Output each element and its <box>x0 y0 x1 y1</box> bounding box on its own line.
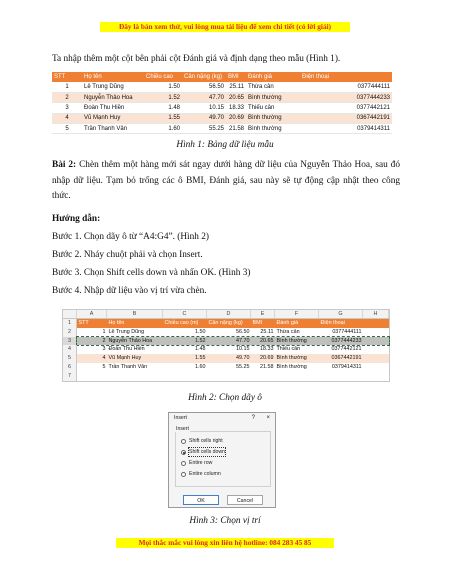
figure-1-caption: Hình 1: Bảng dữ liệu mẫu <box>176 140 274 150</box>
help-icon[interactable]: ? <box>251 415 255 421</box>
sheet-cell[interactable]: 1.60 <box>195 363 206 370</box>
column-header-b[interactable]: B <box>107 310 163 318</box>
sheet-cell[interactable]: Trần Thanh Vân <box>108 363 148 370</box>
table-row <box>52 103 392 113</box>
column-header-bar <box>63 310 389 319</box>
table-cell: 5 <box>52 124 82 134</box>
sheet-cell[interactable]: 0367442191 <box>331 355 362 362</box>
sheet-cell[interactable]: 1.50 <box>195 328 206 335</box>
option-label: Entire column <box>189 471 221 477</box>
table-cell: 3 <box>52 103 82 113</box>
table-cell: 49.70 <box>182 113 226 123</box>
col-header: Cân nặng (kg) <box>182 72 226 82</box>
sheet-cell[interactable]: STT <box>78 320 89 326</box>
table-cell: Trần Thanh Vân <box>82 124 144 134</box>
table-cell: Vũ Mạnh Huy <box>82 113 144 123</box>
figure-3-caption: Hình 3: Chọn vị trí <box>189 516 261 526</box>
table-cell: 0377444111 <box>300 82 392 92</box>
sheet-row <box>63 328 389 337</box>
exercise-2-label: Bài 2: <box>52 160 77 170</box>
table-cell: 56.50 <box>182 82 226 92</box>
table-cell: Thừa cân <box>246 82 300 92</box>
sheet-cell[interactable]: 0379414311 <box>331 363 362 370</box>
sheet-row <box>63 372 389 381</box>
col-header: Đánh giá <box>246 72 300 82</box>
col-header: Chiều cao <box>144 72 182 82</box>
sheet-cell[interactable]: 1.48 <box>195 346 206 353</box>
group-label: Insert <box>176 426 189 432</box>
column-header-d[interactable]: D <box>207 310 251 318</box>
radio-button[interactable] <box>181 461 186 466</box>
sheet-cell[interactable]: 18.33 <box>260 346 274 353</box>
sheet-cell[interactable]: 20.69 <box>260 355 274 362</box>
table-cell: 18.33 <box>226 103 246 113</box>
sheet-row <box>63 319 389 328</box>
sheet-cell[interactable]: Nguyễn Thảo Hoa <box>108 337 153 344</box>
column-header-h[interactable]: H <box>363 310 389 318</box>
column-header-g[interactable]: G <box>319 310 363 318</box>
row-number[interactable]: 1 <box>63 319 77 328</box>
row-number[interactable]: 3 <box>63 337 77 346</box>
row-number[interactable]: 4 <box>63 345 77 354</box>
insert-dialog <box>168 412 276 508</box>
table-cell: 1.55 <box>144 113 182 123</box>
sheet-cell[interactable]: 49.70 <box>236 355 250 362</box>
option-entire-row[interactable] <box>181 459 212 467</box>
sheet-cell[interactable]: 1.55 <box>195 355 206 362</box>
table-row <box>52 113 392 123</box>
step-2: Bước 2. Nháy chuột phải và chọn Insert. <box>52 250 203 260</box>
sheet-cell[interactable]: 1.52 <box>195 337 206 344</box>
sheet-cell[interactable]: Đoàn Thu Hiền <box>108 346 145 353</box>
sheet-row <box>63 363 389 372</box>
radio-button[interactable] <box>181 439 186 444</box>
sheet-cell[interactable]: 25.11 <box>260 328 274 335</box>
col-header: Họ tên <box>82 72 144 82</box>
table-row <box>52 124 392 134</box>
dialog-title: Insert <box>174 415 187 421</box>
ok-button[interactable]: OK <box>183 495 219 505</box>
table-cell: 55.25 <box>182 124 226 134</box>
sheet-cell[interactable]: 3 <box>102 346 106 353</box>
sheet-cell[interactable]: 2 <box>102 337 106 344</box>
table-cell: 0377444233 <box>300 92 392 102</box>
option-label: Shift cells right <box>189 438 223 444</box>
sheet-cell[interactable]: 21.58 <box>260 363 274 370</box>
option-shift-cells-down[interactable] <box>181 448 225 456</box>
sheet-cell[interactable]: Thiếu cân <box>276 346 301 353</box>
sheet-row <box>63 345 389 354</box>
table-cell: 0379414311 <box>300 124 392 134</box>
col-header: BMI <box>226 72 246 82</box>
sheet-cell[interactable]: BMI <box>252 320 263 326</box>
cancel-button[interactable]: Cancel <box>227 495 263 505</box>
sheet-cell[interactable]: Bình thường <box>276 363 307 370</box>
sheet-row <box>63 354 389 363</box>
preview-banner: Đây là bản xem thử, vui lòng mua tài liệu để xem chi tiết (có lời giải) <box>100 22 350 32</box>
sheet-cell[interactable]: 56.50 <box>236 328 250 335</box>
row-number[interactable]: 6 <box>63 363 77 372</box>
dialog-titlebar <box>169 413 275 424</box>
radio-button-selected[interactable] <box>181 450 186 455</box>
sheet-cell[interactable]: Lê Trung Dũng <box>108 328 145 335</box>
table-cell: Lê Trung Dũng <box>82 82 144 92</box>
step-4: Bước 4. Nhập dữ liệu vào vị trí vừa chèn. <box>52 286 207 296</box>
table-cell: Bình thường <box>246 124 300 134</box>
col-header: STT <box>52 72 82 82</box>
sheet-cell[interactable]: Thừa cân <box>276 328 300 335</box>
sheet-row-selected <box>63 337 389 346</box>
table-cell: Bình thường <box>246 92 300 102</box>
sheet-cell[interactable]: Cân nặng (kg) <box>208 320 243 326</box>
table-cell: 25.11 <box>226 82 246 92</box>
table-row <box>52 92 392 102</box>
sheet-cell[interactable]: Vũ Mạnh Huy <box>108 355 142 362</box>
sheet-cell[interactable]: Điện thoại <box>320 320 345 326</box>
table-cell: 20.69 <box>226 113 246 123</box>
table-cell: Nguyễn Thảo Hoa <box>82 92 144 102</box>
sheet-cell[interactable]: 4 <box>102 355 106 362</box>
table-cell: 1 <box>52 82 82 92</box>
row-number[interactable]: 2 <box>63 328 77 337</box>
table-cell: 47.70 <box>182 92 226 102</box>
sheet-cell[interactable]: Bình thường <box>276 337 307 344</box>
sheet-cell[interactable]: 55.25 <box>236 363 250 370</box>
close-icon[interactable]: × <box>266 415 270 421</box>
column-header-e[interactable]: E <box>251 310 275 318</box>
table-cell: Đoàn Thu Hiền <box>82 103 144 113</box>
col-header: Điện thoại <box>300 72 392 82</box>
row-number[interactable]: 7 <box>63 372 77 381</box>
radio-button[interactable] <box>181 472 186 477</box>
sheet-cell[interactable]: 47.70 <box>236 337 250 344</box>
sheet-cell[interactable]: 1 <box>102 328 106 335</box>
table-cell: 2 <box>52 92 82 102</box>
table-cell: 1.50 <box>144 82 182 92</box>
spreadsheet-screenshot <box>62 309 390 382</box>
sheet-cell[interactable]: Bình thường <box>276 355 307 362</box>
sheet-cell[interactable]: Họ tên <box>108 320 125 326</box>
table-cell: 0377442121 <box>300 103 392 113</box>
table-cell: 1.60 <box>144 124 182 134</box>
sheet-cell[interactable]: 5 <box>102 363 106 370</box>
sheet-cell[interactable]: 0377444111 <box>332 328 362 335</box>
table-cell: 21.58 <box>226 124 246 134</box>
option-entire-column[interactable] <box>181 470 221 478</box>
column-header-c[interactable]: C <box>163 310 207 318</box>
column-header-a[interactable]: A <box>77 310 107 318</box>
sample-data-table <box>52 72 392 134</box>
table-row <box>52 82 392 92</box>
step-3: Bước 3. Chọn Shift cells down và nhấn OK. (Hình 3) <box>52 268 251 278</box>
table-cell: Bình thường <box>246 113 300 123</box>
table-cell: 0367442191 <box>300 113 392 123</box>
guide-heading: Hướng dẫn: <box>52 214 101 224</box>
hotline-banner: Mọi thắc mắc vui lòng xin liên hệ hotline: 084 283 45 85 <box>116 538 334 548</box>
sheet-cell[interactable]: Chiều cao (m) <box>164 320 199 326</box>
sheet-cell[interactable]: 20.65 <box>260 337 274 344</box>
sheet-cell[interactable]: 0377444233 <box>331 337 362 344</box>
sheet-cell[interactable]: Đánh giá <box>276 320 299 326</box>
table-cell: 10.15 <box>182 103 226 113</box>
intro-paragraph: Ta nhập thêm một cột bên phải cột Đánh giá và định dạng theo mẫu (Hình 1). <box>52 54 341 64</box>
option-label: Entire row <box>189 460 213 466</box>
step-1: Bước 1. Chọn dãy ô từ “A4:G4”. (Hình 2) <box>52 232 210 242</box>
sheet-cell[interactable]: 0377442121 <box>331 346 362 353</box>
select-all-corner[interactable] <box>63 310 77 318</box>
table-cell: 4 <box>52 113 82 123</box>
table-cell: 1.48 <box>144 103 182 113</box>
table-cell: 1.52 <box>144 92 182 102</box>
figure-2-caption: Hình 2: Chọn dãy ô <box>188 393 262 403</box>
table-cell: Thiếu cân <box>246 103 300 113</box>
exercise-2-paragraph <box>52 158 400 205</box>
exercise-2-text: Chèn thêm một hàng mới sát ngay dưới hàng dữ liệu của Nguyễn Thảo Hoa, sau đó nhập dữ liệu. Tạm bỏ trống các ô BMI, Đánh giá, sau này sẽ tự động cập nhật theo công thức. <box>52 160 400 201</box>
table-cell: 20.65 <box>226 92 246 102</box>
column-header-f[interactable]: F <box>275 310 319 318</box>
option-label: Shift cells down <box>189 449 226 455</box>
option-shift-cells-right[interactable] <box>181 437 223 445</box>
sheet-cell[interactable]: 10.15 <box>236 346 250 353</box>
row-number[interactable]: 5 <box>63 354 77 363</box>
table-header-row <box>52 72 392 82</box>
